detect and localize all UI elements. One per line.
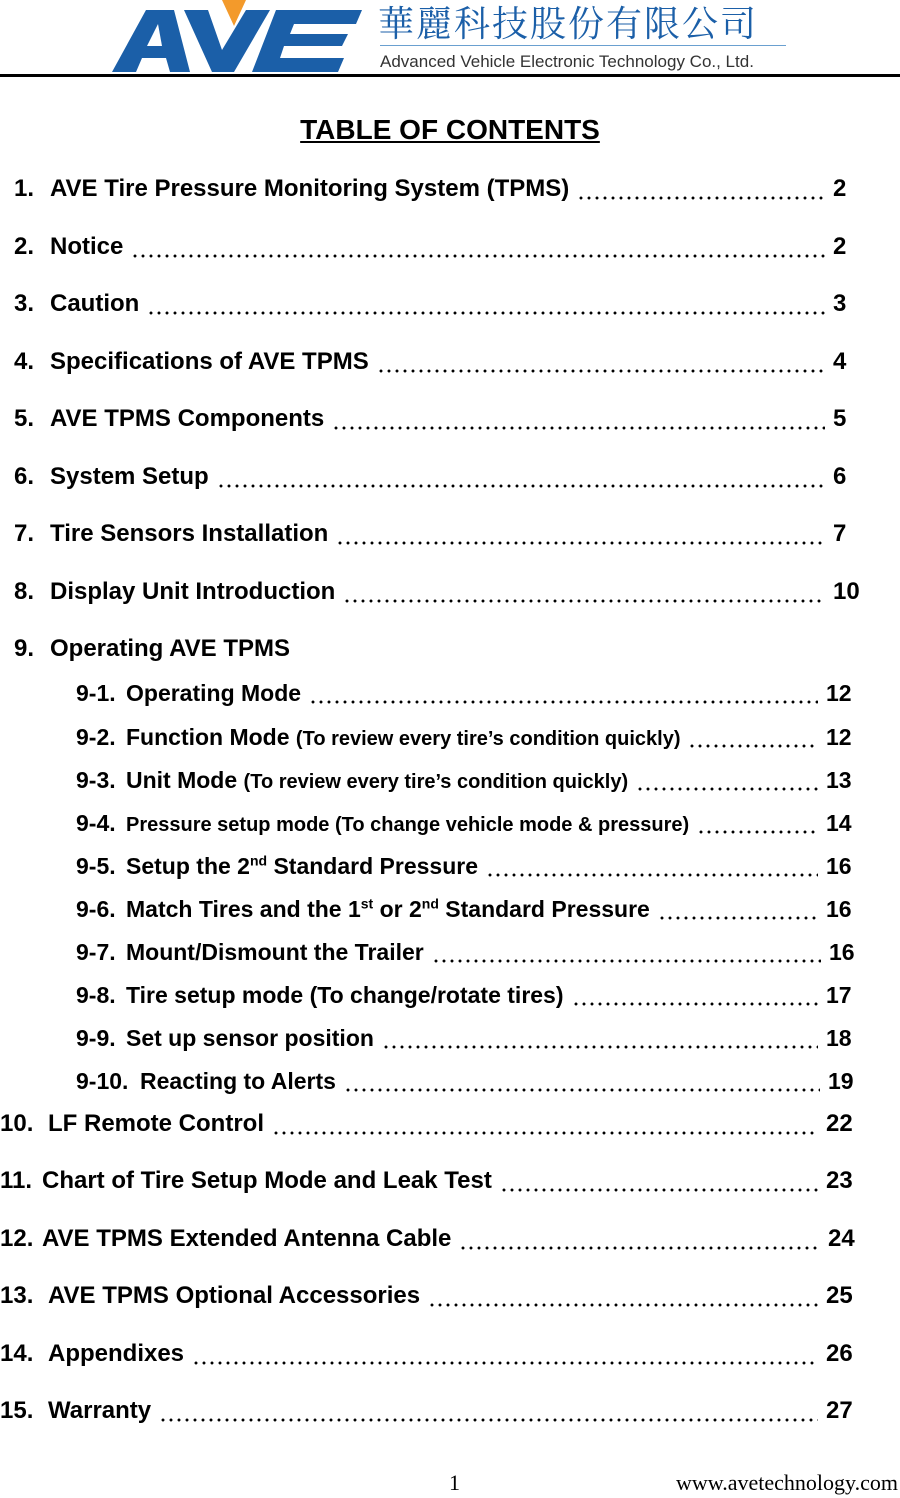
toc-page-number: 14	[826, 810, 852, 836]
footer-website[interactable]: www.avetechnology.com	[676, 1470, 898, 1495]
leader-dots	[159, 1418, 818, 1422]
toc-entry-title	[42, 1166, 492, 1196]
toc-entry[interactable]	[0, 1339, 866, 1369]
toc-entry-title	[50, 462, 209, 492]
toc-entry[interactable]	[76, 1066, 868, 1096]
toc-entry[interactable]	[0, 1166, 866, 1196]
title-text: Standard Pressure	[267, 853, 478, 879]
toc-entry-number: 14.	[0, 1340, 34, 1367]
title-text: AVE TPMS Optional Accessories	[48, 1282, 421, 1309]
leader-dots	[697, 830, 818, 834]
toc-entry[interactable]	[76, 678, 866, 708]
toc-title: TABLE OF CONTENTS	[300, 114, 600, 145]
toc-entry-title	[126, 937, 424, 967]
toc-entry-title	[50, 347, 369, 377]
toc-page-number: 23	[826, 1167, 853, 1194]
toc-entry[interactable]	[76, 851, 866, 881]
leader-dots	[432, 959, 821, 963]
header-rule	[0, 74, 900, 77]
toc-entry-number: 9-4.	[76, 810, 116, 836]
leader-dots	[344, 1088, 820, 1092]
toc-page-number: 10	[833, 578, 860, 605]
toc-entry[interactable]	[0, 1224, 868, 1254]
title-text: Appendixes	[48, 1340, 185, 1367]
toc-entry-number: 11.	[0, 1167, 33, 1194]
toc-page-number: 12	[826, 724, 852, 750]
toc-page-number: 25	[826, 1282, 853, 1309]
toc-entry-title	[48, 1339, 184, 1369]
title-text: AVE TPMS Extended Antenna Cable	[42, 1225, 452, 1252]
toc-entry[interactable]	[0, 1109, 866, 1139]
leader-dots	[688, 744, 818, 748]
toc-entry-title	[126, 808, 689, 840]
toc-page-number: 18	[826, 1025, 852, 1051]
toc-entry-title	[48, 1109, 264, 1139]
toc-entry-number: 9-2.	[76, 724, 116, 750]
toc-entry-number: 9-7.	[76, 939, 116, 965]
toc-entry-number: 9.	[14, 635, 35, 662]
toc-entry[interactable]	[14, 404, 873, 434]
toc-page-number: 2	[833, 233, 847, 260]
superscript: nd	[249, 852, 268, 869]
toc-page-number: 19	[828, 1068, 854, 1094]
title-text: (To review every tire’s condition quickly)	[243, 771, 629, 793]
title-text: Operating Mode	[126, 680, 302, 706]
toc-entry-number: 1.	[14, 175, 35, 202]
leader-dots	[572, 1002, 818, 1006]
toc-entry-title	[126, 1023, 374, 1053]
company-name-chinese: 華麗科技股份有限公司	[378, 4, 759, 45]
toc-entry-number: 4.	[14, 348, 35, 375]
toc-page-number: 6	[833, 463, 847, 490]
toc-entry[interactable]	[76, 980, 866, 1010]
toc-entry-title	[50, 232, 123, 262]
toc-entry[interactable]	[76, 894, 866, 924]
toc-entry-title	[50, 174, 569, 204]
toc-entry-title	[126, 894, 650, 924]
toc-entry-number: 9-6.	[76, 896, 116, 922]
toc-entry-title	[126, 765, 628, 797]
superscript: nd	[421, 895, 439, 912]
title-text: System Setup	[50, 463, 209, 490]
toc-entry[interactable]	[76, 1023, 866, 1053]
toc-page-number: 7	[833, 520, 847, 547]
toc-entry[interactable]	[14, 289, 873, 319]
leader-dots	[309, 700, 818, 704]
leader-dots	[336, 541, 825, 545]
title-text: Pressure setup mode (To change vehicle mode & pressure)	[126, 814, 690, 836]
title-text: Chart of Tire Setup Mode and Leak Test	[42, 1167, 492, 1194]
toc-entry[interactable]	[14, 577, 873, 607]
leader-dots	[147, 311, 825, 315]
toc-page-number: 4	[833, 348, 847, 375]
superscript: st	[360, 895, 374, 912]
toc-entry-number: 9-5.	[76, 853, 116, 879]
leader-dots	[382, 1045, 818, 1049]
toc-entry-title	[50, 289, 139, 319]
leader-dots	[332, 426, 825, 430]
title-text: AVE TPMS Components	[50, 405, 325, 432]
toc-entry-title	[126, 980, 564, 1010]
toc-entry-title	[50, 577, 335, 607]
title-text: Operating AVE TPMS	[50, 635, 291, 662]
logo-divider	[380, 45, 786, 46]
toc-entry[interactable]	[14, 519, 873, 549]
leader-dots	[636, 787, 818, 791]
toc-entry-title	[126, 678, 301, 708]
toc-page-number: 13	[826, 767, 852, 793]
toc-entry-title	[48, 1396, 151, 1426]
toc-entry[interactable]	[0, 1281, 866, 1311]
toc-entry-number: 9-9.	[76, 1025, 116, 1051]
leader-dots	[217, 484, 825, 488]
toc-entry-number: 9-1.	[76, 680, 116, 706]
toc-entry[interactable]	[76, 808, 866, 838]
title-text: Notice	[50, 233, 124, 260]
title-text: AVE Tire Pressure Monitoring System (TPMS)	[50, 175, 570, 202]
toc-entry-number: 9-8.	[76, 982, 116, 1008]
title-text: Setup the 2	[126, 853, 250, 879]
toc-entry-number: 3.	[14, 290, 35, 317]
toc-page-number: 16	[826, 853, 852, 879]
toc-entry-number: 9-10.	[76, 1068, 129, 1094]
leader-dots	[500, 1188, 818, 1192]
toc-entry-title	[140, 1066, 336, 1096]
toc-entry-number: 7.	[14, 520, 35, 547]
title-text: Tire setup mode (To change/rotate tires)	[126, 982, 564, 1008]
title-text: Specifications of AVE TPMS	[50, 348, 369, 375]
toc-entry[interactable]	[76, 937, 869, 967]
title-text: Reacting to Alerts	[140, 1068, 336, 1094]
title-text: Match Tires and the 1	[126, 896, 361, 922]
title-text: Display Unit Introduction	[50, 578, 336, 605]
toc-page-number: 26	[826, 1340, 853, 1367]
toc-entry-number: 9-3.	[76, 767, 116, 793]
toc-page-number: 5	[833, 405, 847, 432]
footer-page-number: 1	[449, 1470, 460, 1495]
title-text: Set up sensor position	[126, 1025, 374, 1051]
toc-entry-title	[50, 519, 328, 549]
toc-page-number: 27	[826, 1397, 853, 1424]
title-text: Standard Pressure	[438, 896, 650, 922]
toc-entry-title	[126, 722, 680, 754]
leader-dots	[131, 254, 825, 258]
leader-dots	[343, 599, 825, 603]
title-text: or 2	[373, 896, 422, 922]
toc-entry-number: 15.	[0, 1397, 34, 1424]
title-text: Function Mode	[126, 724, 296, 750]
toc-entry[interactable]	[0, 1396, 866, 1426]
leader-dots	[428, 1303, 818, 1307]
leader-dots	[658, 916, 818, 920]
title-text: Tire Sensors Installation	[50, 520, 329, 547]
toc-entry-number: 2.	[14, 233, 35, 260]
toc-page-number: 3	[833, 290, 847, 317]
toc-entry-number: 10.	[0, 1110, 34, 1137]
leader-dots	[272, 1131, 818, 1135]
toc-page-number: 12	[826, 680, 852, 706]
leader-dots	[192, 1361, 818, 1365]
toc-page-number: 17	[826, 982, 852, 1008]
title-text: Caution	[50, 290, 140, 317]
toc-entry-number: 6.	[14, 463, 35, 490]
toc-page-number: 16	[829, 939, 855, 965]
ave-logo	[112, 0, 362, 72]
title-text: (To review every tire’s condition quickly)	[295, 728, 681, 750]
toc-entry[interactable]	[14, 462, 873, 492]
title-text: LF Remote Control	[48, 1110, 264, 1137]
toc-entry[interactable]	[14, 347, 873, 377]
toc-entry-title	[48, 1281, 420, 1311]
leader-dots	[377, 369, 825, 373]
leader-dots	[459, 1246, 820, 1250]
toc-entry[interactable]	[14, 174, 873, 204]
company-name-english: Advanced Vehicle Electronic Technology Co., Ltd.	[380, 52, 754, 71]
toc-entry[interactable]	[14, 634, 514, 664]
title-text: Mount/Dismount the Trailer	[126, 939, 424, 965]
toc-entry-number: 5.	[14, 405, 35, 432]
toc-entry[interactable]	[76, 722, 866, 752]
toc-page-number: 24	[828, 1225, 855, 1252]
toc-entry-title	[42, 1224, 451, 1254]
toc-entry-number: 12.	[0, 1225, 34, 1252]
toc-entry-number: 8.	[14, 578, 35, 605]
toc-entry[interactable]	[76, 765, 866, 795]
toc-entry-title	[126, 851, 478, 881]
toc-page-number: 16	[826, 896, 852, 922]
toc-entry-title	[50, 634, 290, 664]
leader-dots	[486, 873, 818, 877]
toc-entry-title	[50, 404, 324, 434]
toc-entry[interactable]	[14, 232, 873, 262]
title-text: Warranty	[48, 1397, 152, 1424]
toc-page-number: 2	[833, 175, 847, 202]
title-text: Unit Mode	[126, 767, 244, 793]
toc-page-number: 22	[826, 1110, 853, 1137]
toc-entry-number: 13.	[0, 1282, 34, 1309]
leader-dots	[577, 196, 825, 200]
